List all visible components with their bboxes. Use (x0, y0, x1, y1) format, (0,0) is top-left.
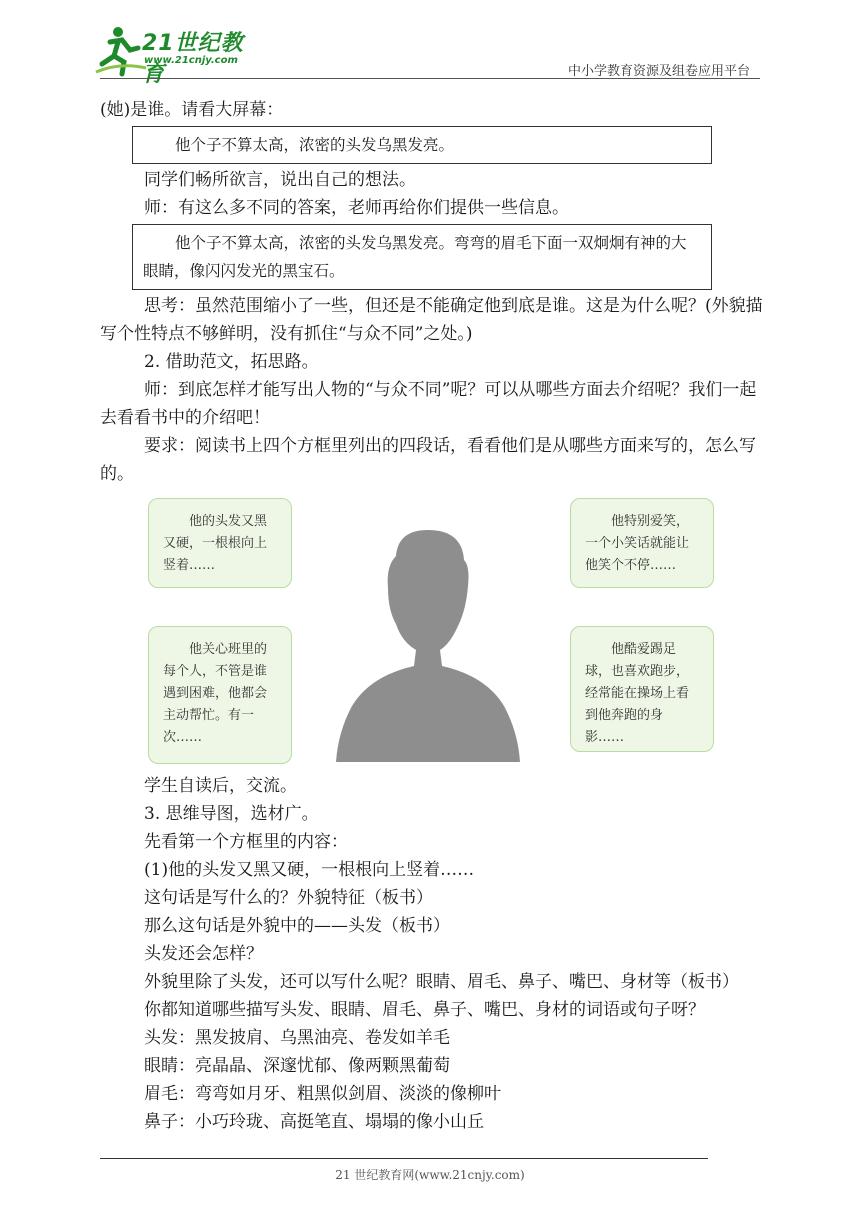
document-body (100, 96, 766, 1136)
paragraph: 眼睛：亮晶晶、深邃忧郁、像两颗黑葡萄 (144, 1056, 450, 1076)
paragraph: 头发：黑发披肩、乌黑油亮、卷发如羊毛 (144, 1028, 450, 1048)
logo-url: www.21cnjy.com (144, 55, 238, 66)
paragraph: 同学们畅所欲言，说出自己的想法。 (144, 170, 416, 190)
person-silhouette-icon (336, 526, 520, 762)
paragraph: (1)他的头发又黑又硬，一根根向上竖着…… (144, 860, 475, 880)
boxed-text: 他个子不算太高，浓密的头发乌黑发亮。弯弯的眉毛下面一双炯炯有神的大眼睛，像闪闪发光的黑宝石。 (143, 234, 687, 280)
platform-name: 中小学教育资源及组卷应用平台 (567, 64, 750, 79)
screen-text-box (132, 126, 712, 164)
note-text: 他关心班里的每个人，不管是谁遇到困难，他都会主动帮忙。有一次…… (163, 642, 268, 745)
paragraph: (她)是谁。请看大屏幕： (100, 100, 284, 120)
paragraph: 思考：虽然范围缩小了一些，但还是不能确定他到底是谁。这是为什么呢？(外貌描写个性特点不够鲜明，没有抓住“与众不同”之处。) (100, 296, 763, 344)
paragraph: 外貌里除了头发，还可以写什么呢？眼睛、眉毛、鼻子、嘴巴、身材等（板书） (144, 972, 739, 992)
site-logo[interactable] (92, 22, 262, 87)
boxed-text: 他个子不算太高，浓密的头发乌黑发亮。 (175, 136, 455, 154)
page-footer[interactable]: 21 世纪教育网(www.21cnjy.com) (335, 1168, 525, 1182)
textbook-figure (100, 496, 766, 768)
paragraph: 头发还会怎样？ (144, 944, 263, 964)
section-heading: 3. 思维导图，选材广。 (144, 804, 319, 824)
note-box-hair (148, 498, 292, 588)
screen-text-box (132, 224, 712, 290)
note-box-sport (570, 626, 714, 752)
paragraph: 师：有这么多不同的答案，老师再给你们提供一些信息。 (144, 198, 569, 218)
paragraph: 先看第一个方框里的内容： (144, 832, 348, 852)
runner-logo-icon (92, 22, 148, 78)
logo-text: 21世纪教育 (142, 31, 244, 87)
header-divider (100, 78, 760, 79)
paragraph: 你都知道哪些描写头发、眼睛、眉毛、鼻子、嘴巴、身材的词语或句子呀？ (144, 1000, 705, 1020)
paragraph: 师：到底怎样才能写出人物的“与众不同”呢？可以从哪些方面去介绍呢？我们一起去看看书中的介绍吧！ (100, 380, 757, 428)
paragraph: 那么这句话是外貌中的——头发（板书） (144, 916, 450, 936)
note-box-kind (148, 626, 292, 764)
paragraph: 这句话是写什么的？外貌特征（板书） (144, 888, 433, 908)
footer-divider (100, 1158, 708, 1159)
paragraph: 眉毛：弯弯如月牙、粗黑似剑眉、淡淡的像柳叶 (144, 1084, 501, 1104)
paragraph: 鼻子：小巧玲珑、高挺笔直、塌塌的像小山丘 (144, 1112, 484, 1132)
section-heading: 2. 借助范文，拓思路。 (144, 352, 319, 372)
note-text: 他特别爱笑，一个小笑话就能让他笑个不停…… (585, 514, 690, 573)
paragraph: 要求：阅读书上四个方框里列出的四段话，看看他们是从哪些方面来写的，怎么写的。 (100, 436, 756, 484)
note-text: 他的头发又黑又硬，一根根向上竖着…… (163, 514, 268, 573)
note-box-laugh (570, 498, 714, 588)
note-text: 他酷爱踢足球，也喜欢跑步，经常能在操场上看到他奔跑的身影…… (585, 642, 690, 745)
paragraph: 学生自读后，交流。 (144, 776, 297, 796)
page-header (0, 0, 860, 87)
